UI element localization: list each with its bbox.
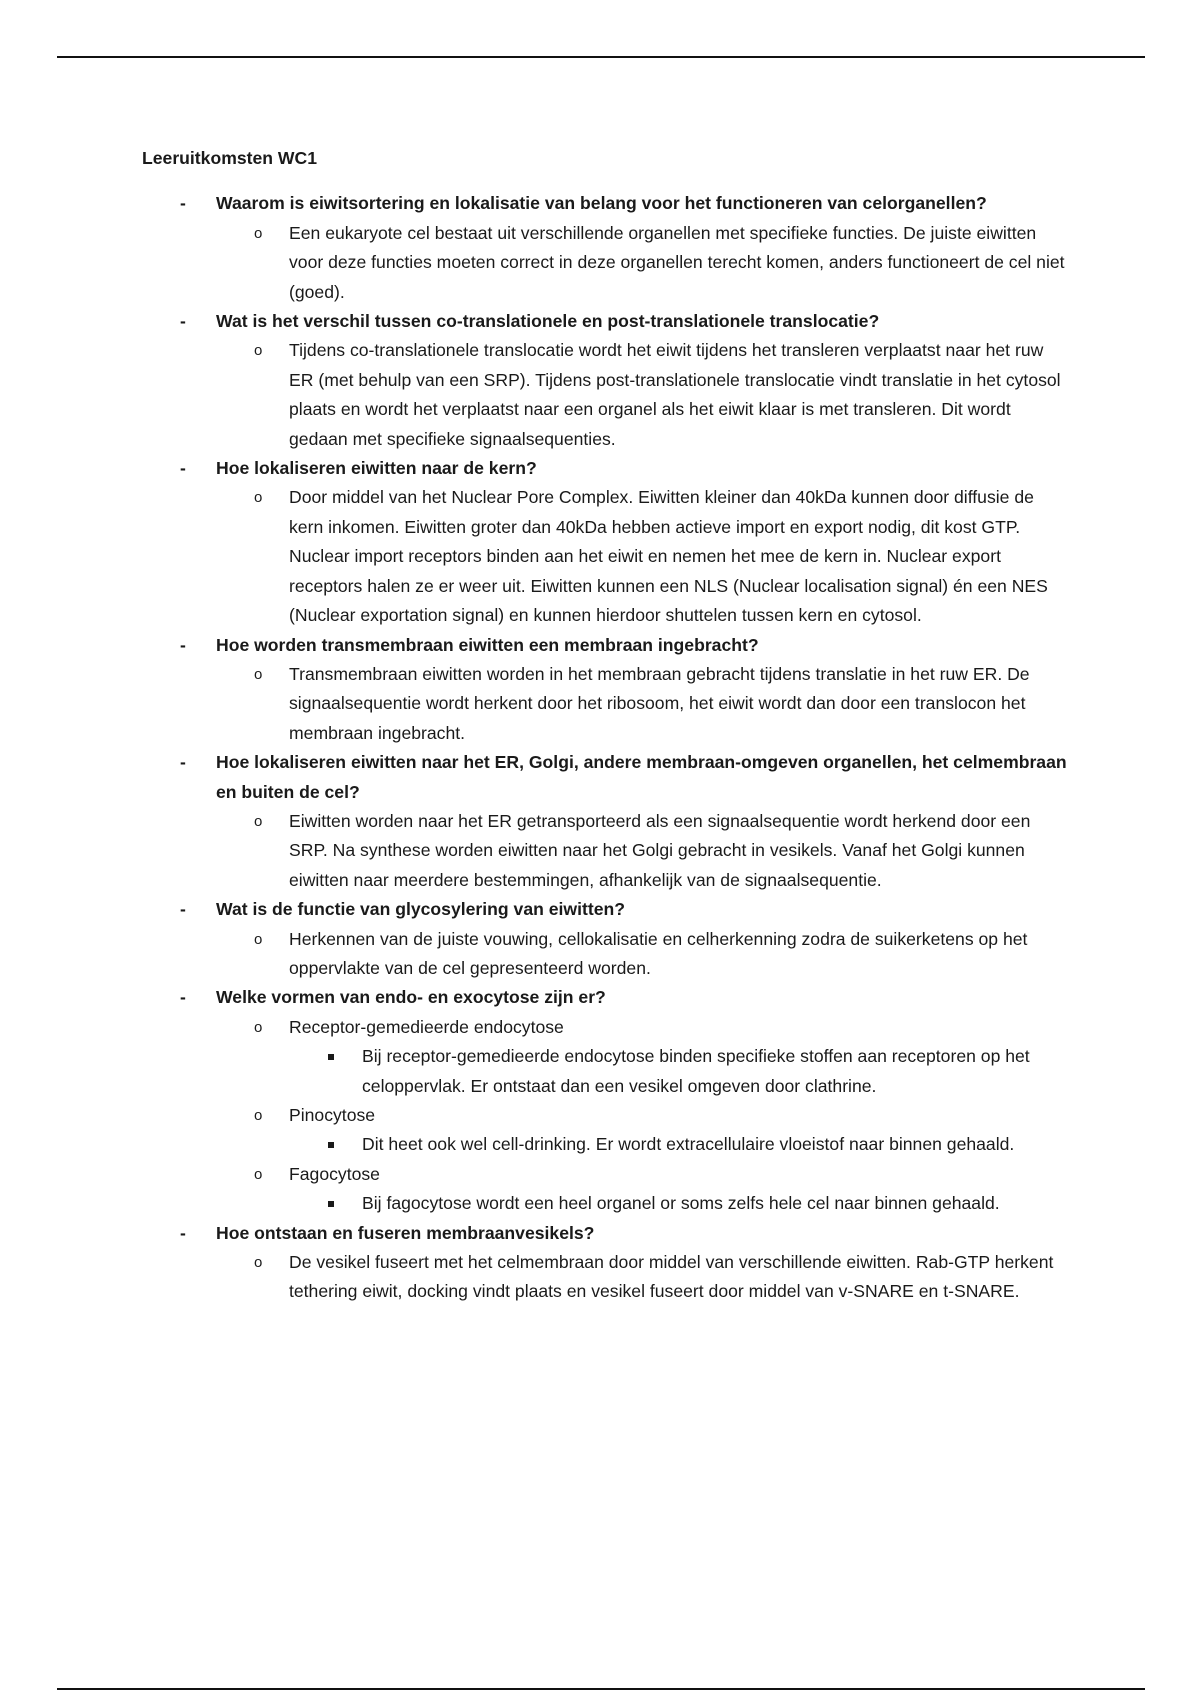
sub-item <box>142 1013 1072 1042</box>
answer <box>142 336 1072 454</box>
question <box>142 631 1072 660</box>
question-text: Hoe lokaliseren eiwitten naar het ER, Golgi, andere membraan-omgeven organellen, het celmembraan en buiten de cel? <box>216 752 1067 802</box>
circle-bullet-icon: o <box>254 224 263 242</box>
question-text: Wat is het verschil tussen co-translationele en post-translationele translocatie? <box>216 311 880 332</box>
dash-bullet: - <box>180 752 186 773</box>
dash-bullet: - <box>180 458 186 479</box>
circle-bullet-icon: o <box>254 1107 263 1124</box>
circle-bullet-icon: o <box>254 1254 263 1272</box>
question-text: Hoe ontstaan en fuseren membraanvesikels? <box>216 1222 595 1243</box>
square-bullet-icon <box>328 1142 334 1148</box>
sub-item-text: Pinocytose <box>289 1105 376 1125</box>
answer-text: Transmembraan eiwitten worden in het membraan gebracht tijdens translatie in het ruw ER. De signaalsequentie wordt herkent door het ribosoom, het eiwit wordt dan door een translocon het membraan ingebracht. <box>289 663 1030 743</box>
circle-bullet-icon: o <box>254 1018 263 1036</box>
question <box>142 307 1072 336</box>
question-item <box>142 189 1072 307</box>
answer-text: Eiwitten worden naar het ER getransporteerd als een signaalsequentie wordt herkend door een SRP. Na synthese worden eiwitten naar het Golgi gebracht in vesikels. Vanaf het Golgi kunnen eiwitten naar meerdere bestemmingen, afhankelijk van de signaalsequentie. <box>289 810 1031 890</box>
square-bullet-icon <box>328 1054 334 1060</box>
circle-bullet-icon: o <box>254 489 263 507</box>
answer <box>142 807 1072 895</box>
circle-bullet-icon: o <box>254 1165 263 1183</box>
answer <box>142 925 1072 984</box>
detail-item <box>142 1130 1072 1159</box>
question-item <box>142 307 1072 454</box>
sub-item-text: Receptor-gemedieerde endocytose <box>289 1016 564 1037</box>
answer <box>142 1248 1072 1307</box>
question-item <box>142 631 1072 749</box>
question <box>142 454 1072 483</box>
dash-bullet: - <box>180 899 186 920</box>
sub-item-text: Fagocytose <box>289 1163 380 1184</box>
answer <box>142 483 1072 630</box>
question-item <box>142 748 1072 895</box>
question-text: Waarom is eiwitsortering en lokalisatie van belang voor het functioneren van celorganellen? <box>216 193 987 214</box>
answer <box>142 660 1072 748</box>
sub-item <box>142 1101 1072 1130</box>
footer-rule <box>57 1688 1145 1690</box>
answer <box>142 219 1072 307</box>
circle-bullet-icon: o <box>254 812 263 830</box>
detail-item <box>142 1042 1072 1101</box>
detail-text: Dit heet ook wel cell-drinking. Er wordt extracellulaire vloeistof naar binnen gehaald. <box>362 1134 1015 1155</box>
document-body <box>142 144 1072 1307</box>
answer-text: De vesikel fuseert met het celmembraan door middel van verschillende eiwitten. Rab-GTP herkent tethering eiwit, docking vindt plaats en vesikel fuseert door middel van v-SNARE en t-SNARE. <box>289 1252 1054 1302</box>
question-list <box>142 189 1072 1306</box>
question-text: Welke vormen van endo- en exocytose zijn er? <box>216 987 606 1008</box>
document-title: Leeruitkomsten WC1 <box>142 148 317 168</box>
question-text: Hoe lokaliseren eiwitten naar de kern? <box>216 458 537 479</box>
sub-item <box>142 1160 1072 1189</box>
detail-text: Bij receptor-gemedieerde endocytose binden specifieke stoffen aan receptoren op het celoppervlak. Er ontstaat dan een vesikel omgeven door clathrine. <box>362 1046 1030 1096</box>
header-rule <box>57 56 1145 58</box>
answer-text: Door middel van het Nuclear Pore Complex. Eiwitten kleiner dan 40kDa kunnen door diffusie de kern inkomen. Eiwitten groter dan 40kDa hebben actieve import en export nodig, dit kost GTP. Nuclear import receptors binden aan het eiwit en nemen het mee de kern in. Nuclear export receptors halen ze er weer uit. Eiwitten kunnen een NLS (Nuclear localisation signal) én een NES (Nuclear exportation signal) en kunnen hierdoor shuttelen tussen kern en cytosol. <box>289 487 1048 626</box>
dash-bullet: - <box>180 1222 186 1243</box>
question-item <box>142 983 1072 1218</box>
circle-bullet-icon: o <box>254 665 263 683</box>
question <box>142 983 1072 1012</box>
question-item <box>142 1219 1072 1307</box>
square-bullet-icon <box>328 1201 334 1207</box>
answer-text: Herkennen van de juiste vouwing, cellokalisatie en celherkenning zodra de suikerketens op het oppervlakte van de cel gepresenteerd worden. <box>289 928 1028 978</box>
question <box>142 189 1072 218</box>
question-text: Hoe worden transmembraan eiwitten een membraan ingebracht? <box>216 634 759 655</box>
circle-bullet-icon: o <box>254 342 263 360</box>
dash-bullet: - <box>180 193 186 214</box>
question <box>142 1219 1072 1248</box>
answer-text: Een eukaryote cel bestaat uit verschillende organellen met specifieke functies. De juiste eiwitten voor deze functies moeten correct in deze organellen terecht komen, anders functioneert de cel niet (goed). <box>289 222 1065 302</box>
question <box>142 895 1072 924</box>
question-item <box>142 454 1072 630</box>
dash-bullet: - <box>180 311 186 332</box>
question <box>142 748 1072 807</box>
circle-bullet-icon: o <box>254 930 263 948</box>
answer-text: Tijdens co-translationele translocatie wordt het eiwit tijdens het transleren verplaatst naar het ruw ER (met behulp van een SRP). Tijdens post-translationele translocatie vindt translatie in het cytosol plaats en wordt het verplaatst naar een organel als het eiwit klaar is met transleren. Dit wordt gedaan met specifieke signaalsequenties. <box>289 340 1061 449</box>
dash-bullet: - <box>180 987 186 1008</box>
question-item <box>142 895 1072 983</box>
dash-bullet: - <box>180 634 186 655</box>
detail-text: Bij fagocytose wordt een heel organel or soms zelfs hele cel naar binnen gehaald. <box>362 1193 1000 1214</box>
detail-item <box>142 1189 1072 1218</box>
question-text: Wat is de functie van glycosylering van eiwitten? <box>216 899 625 920</box>
